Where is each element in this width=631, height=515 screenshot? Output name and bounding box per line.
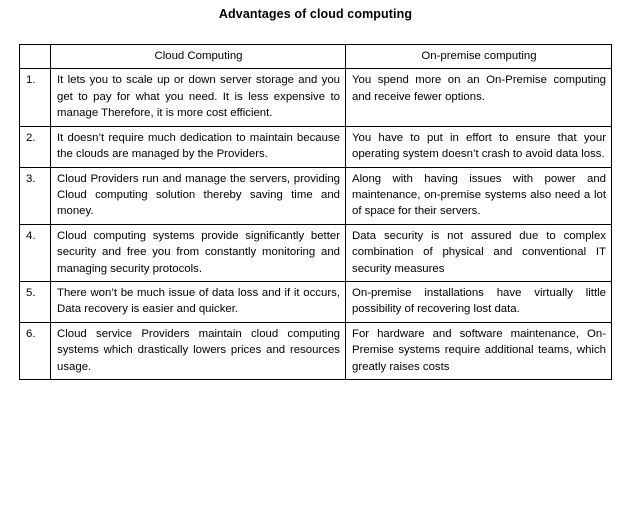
- table-row: [20, 224, 612, 281]
- table-body: [20, 69, 612, 380]
- row-number: 6.: [20, 322, 51, 379]
- table-row: [20, 322, 612, 379]
- row-number: 3.: [20, 167, 51, 224]
- row-number: 1.: [20, 69, 51, 126]
- page-title: Advantages of cloud computing: [218, 7, 413, 21]
- row-number: 5.: [20, 282, 51, 323]
- column-header-number: [20, 45, 51, 69]
- cell-cloud-computing: Cloud computing systems provide significantly better security and free you from constantly monitoring and managing security protocols.: [51, 224, 346, 281]
- table-row: [20, 282, 612, 323]
- cell-on-premise-computing: You spend more on an On-Premise computing and receive fewer options.: [346, 69, 612, 126]
- cell-on-premise-computing: On-premise installations have virtually little possibility of recovering lost data.: [346, 282, 612, 323]
- table-row: [20, 126, 612, 167]
- cell-cloud-computing: It lets you to scale up or down server storage and you get to pay for what you need. It is less expensive to manage Therefore, it is more cost efficient.: [51, 69, 346, 126]
- cell-on-premise-computing: Along with having issues with power and maintenance, on-premise systems also need a lot of space for their servers.: [346, 167, 612, 224]
- table-header-row: [20, 45, 612, 69]
- row-number: 4.: [20, 224, 51, 281]
- column-header-cloud-computing: Cloud Computing: [51, 45, 346, 69]
- comparison-table-container: [19, 44, 611, 380]
- table-row: [20, 69, 612, 126]
- cell-on-premise-computing: Data security is not assured due to complex combination of physical and conventional IT security measures: [346, 224, 612, 281]
- cell-cloud-computing: Cloud Providers run and manage the servers, providing Cloud computing solution thereby saving time and money.: [51, 167, 346, 224]
- cell-on-premise-computing: You have to put in effort to ensure that your operating system doesn’t crash to avoid data loss.: [346, 126, 612, 167]
- cell-cloud-computing: It doesn’t require much dedication to maintain because the clouds are managed by the Providers.: [51, 126, 346, 167]
- cell-on-premise-computing: For hardware and software maintenance, On-Premise systems require additional teams, which greatly raises costs: [346, 322, 612, 379]
- row-number: 2.: [20, 126, 51, 167]
- cell-cloud-computing: There won’t be much issue of data loss and if it occurs, Data recovery is easier and quicker.: [51, 282, 346, 323]
- cell-cloud-computing: Cloud service Providers maintain cloud computing systems which drastically lowers prices and resources usage.: [51, 322, 346, 379]
- column-header-on-premise-computing: On-premise computing: [346, 45, 612, 69]
- cloud-vs-onpremise-table: [19, 44, 612, 380]
- table-header: [20, 45, 612, 69]
- table-row: [20, 167, 612, 224]
